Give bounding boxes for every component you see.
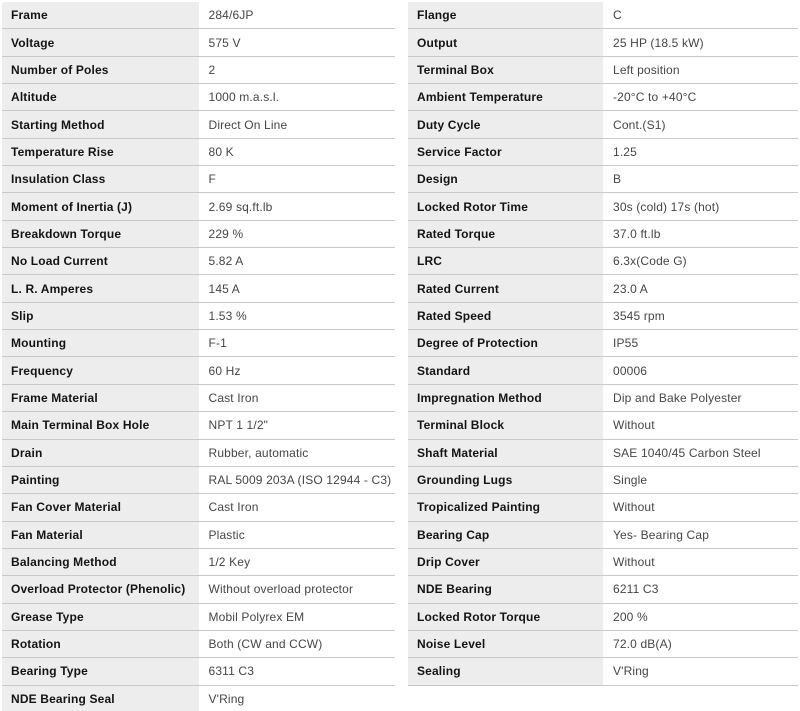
spec-row [2, 275, 395, 302]
spec-value: 6311 C3 [199, 658, 396, 684]
spec-value: 3545 rpm [603, 303, 798, 329]
spec-row [408, 385, 798, 412]
spec-label: Tropicalized Painting [408, 494, 603, 520]
spec-row [2, 29, 395, 56]
spec-row [408, 412, 798, 439]
spec-label: Service Factor [408, 139, 603, 165]
spec-value: Without [603, 412, 798, 438]
spec-row [2, 357, 395, 384]
spec-value: 575 V [199, 29, 396, 55]
spec-value: NPT 1 1/2" [199, 412, 396, 438]
spec-value: 200 % [603, 604, 798, 630]
spec-value: 6.3x(Code G) [603, 248, 798, 274]
spec-label: No Load Current [2, 248, 199, 274]
spec-row [408, 576, 798, 603]
spec-label: Number of Poles [2, 57, 199, 83]
spec-label: Rated Speed [408, 303, 603, 329]
spec-row [408, 330, 798, 357]
spec-row [408, 111, 798, 138]
spec-row [408, 440, 798, 467]
spec-row [2, 193, 395, 220]
spec-value: 30s (cold) 17s (hot) [603, 193, 798, 219]
spec-value: F-1 [199, 330, 396, 356]
spec-value: 284/6JP [199, 2, 396, 28]
spec-label: NDE Bearing Seal [2, 686, 199, 711]
spec-label: Flange [408, 2, 603, 28]
spec-label: Balancing Method [2, 549, 199, 575]
spec-row [408, 2, 798, 29]
spec-row [408, 467, 798, 494]
spec-value: 5.82 A [199, 248, 396, 274]
spec-row [2, 330, 395, 357]
spec-label: LRC [408, 248, 603, 274]
spec-value: V'Ring [603, 658, 798, 684]
spec-label: Main Terminal Box Hole [2, 412, 199, 438]
spec-value: Cast Iron [199, 385, 396, 411]
spec-row [408, 248, 798, 275]
spec-value: 229 % [199, 221, 396, 247]
spec-row [408, 166, 798, 193]
spec-value: Plastic [199, 522, 396, 548]
spec-value: 1.53 % [199, 303, 396, 329]
spec-value: V'Ring [199, 686, 396, 711]
spec-label: Drain [2, 440, 199, 466]
spec-label: Rotation [2, 631, 199, 657]
spec-label: L. R. Amperes [2, 275, 199, 301]
spec-row [408, 303, 798, 330]
spec-value: 72.0 dB(A) [603, 631, 798, 657]
spec-value: C [603, 2, 798, 28]
spec-label: Mounting [2, 330, 199, 356]
spec-value: Yes- Bearing Cap [603, 522, 798, 548]
spec-label: Voltage [2, 29, 199, 55]
spec-row [408, 221, 798, 248]
spec-row [408, 193, 798, 220]
spec-row [408, 604, 798, 631]
spec-label: Rated Torque [408, 221, 603, 247]
spec-row [408, 357, 798, 384]
spec-label: Moment of Inertia (J) [2, 193, 199, 219]
spec-label: Locked Rotor Time [408, 193, 603, 219]
spec-value: 1000 m.a.s.l. [199, 84, 396, 110]
spec-value: 80 K [199, 139, 396, 165]
spec-row [2, 248, 395, 275]
spec-value: Dip and Bake Polyester [603, 385, 798, 411]
spec-label: Overload Protector (Phenolic) [2, 576, 199, 602]
spec-label: Degree of Protection [408, 330, 603, 356]
spec-row [408, 549, 798, 576]
spec-row [2, 221, 395, 248]
spec-value: F [199, 166, 396, 192]
spec-label: Drip Cover [408, 549, 603, 575]
spec-label: Frame [2, 2, 199, 28]
spec-row [2, 467, 395, 494]
spec-row [2, 658, 395, 685]
spec-label: Impregnation Method [408, 385, 603, 411]
spec-row [2, 522, 395, 549]
spec-row [2, 686, 395, 711]
spec-label: Noise Level [408, 631, 603, 657]
spec-label: Fan Material [2, 522, 199, 548]
spec-value: Mobil Polyrex EM [199, 604, 396, 630]
spec-value: Direct On Line [199, 111, 396, 137]
spec-label: Locked Rotor Torque [408, 604, 603, 630]
spec-label: Rated Current [408, 275, 603, 301]
spec-row [408, 494, 798, 521]
spec-row [408, 84, 798, 111]
spec-label: Bearing Cap [408, 522, 603, 548]
spec-label: Slip [2, 303, 199, 329]
spec-value: Cast Iron [199, 494, 396, 520]
spec-label: Frame Material [2, 385, 199, 411]
spec-row [2, 2, 395, 29]
spec-value: 2.69 sq.ft.lb [199, 193, 396, 219]
spec-value: Without overload protector [199, 576, 396, 602]
spec-row [2, 84, 395, 111]
spec-label: Duty Cycle [408, 111, 603, 137]
spec-label: Fan Cover Material [2, 494, 199, 520]
spec-label: Grease Type [2, 604, 199, 630]
spec-value: Single [603, 467, 798, 493]
spec-value: Cont.(S1) [603, 111, 798, 137]
spec-row [2, 139, 395, 166]
spec-value: 60 Hz [199, 357, 396, 383]
spec-value: Both (CW and CCW) [199, 631, 396, 657]
spec-row [2, 57, 395, 84]
spec-label: Terminal Block [408, 412, 603, 438]
spec-row [2, 440, 395, 467]
spec-value: 1/2 Key [199, 549, 396, 575]
spec-value: 1.25 [603, 139, 798, 165]
spec-value: B [603, 166, 798, 192]
spec-value: RAL 5009 203A (ISO 12944 - C3) [199, 467, 396, 493]
spec-table-left [2, 2, 395, 711]
spec-value: Without [603, 549, 798, 575]
spec-label: Grounding Lugs [408, 467, 603, 493]
spec-value: SAE 1040/45 Carbon Steel [603, 440, 798, 466]
spec-value: -20°C to +40°C [603, 84, 798, 110]
spec-value: 00006 [603, 357, 798, 383]
spec-row [408, 631, 798, 658]
spec-label: Starting Method [2, 111, 199, 137]
spec-label: Altitude [2, 84, 199, 110]
spec-value: Rubber, automatic [199, 440, 396, 466]
spec-label: Bearing Type [2, 658, 199, 684]
spec-value: 145 A [199, 275, 396, 301]
spec-row [408, 522, 798, 549]
spec-label: Terminal Box [408, 57, 603, 83]
spec-label: Frequency [2, 357, 199, 383]
spec-label: Shaft Material [408, 440, 603, 466]
spec-value: 23.0 A [603, 275, 798, 301]
spec-value: 2 [199, 57, 396, 83]
spec-row [2, 111, 395, 138]
spec-row [408, 275, 798, 302]
spec-label: Painting [2, 467, 199, 493]
spec-value: 6211 C3 [603, 576, 798, 602]
spec-row [2, 166, 395, 193]
spec-label: Sealing [408, 658, 603, 684]
spec-row [2, 631, 395, 658]
spec-row [408, 658, 798, 685]
spec-row [2, 549, 395, 576]
spec-label: Breakdown Torque [2, 221, 199, 247]
spec-value: 37.0 ft.lb [603, 221, 798, 247]
spec-row [2, 412, 395, 439]
spec-value: Left position [603, 57, 798, 83]
spec-value: Without [603, 494, 798, 520]
spec-label: Temperature Rise [2, 139, 199, 165]
spec-row [2, 385, 395, 412]
spec-row [2, 303, 395, 330]
spec-label: Standard [408, 357, 603, 383]
spec-label: NDE Bearing [408, 576, 603, 602]
spec-row [2, 576, 395, 603]
spec-row [408, 57, 798, 84]
spec-label: Output [408, 29, 603, 55]
spec-table-right [408, 2, 798, 711]
spec-value: IP55 [603, 330, 798, 356]
spec-label: Ambient Temperature [408, 84, 603, 110]
spec-label: Design [408, 166, 603, 192]
spec-row [408, 139, 798, 166]
spec-row [408, 29, 798, 56]
spec-row [2, 604, 395, 631]
spec-label: Insulation Class [2, 166, 199, 192]
spec-row [2, 494, 395, 521]
spec-value: 25 HP (18.5 kW) [603, 29, 798, 55]
